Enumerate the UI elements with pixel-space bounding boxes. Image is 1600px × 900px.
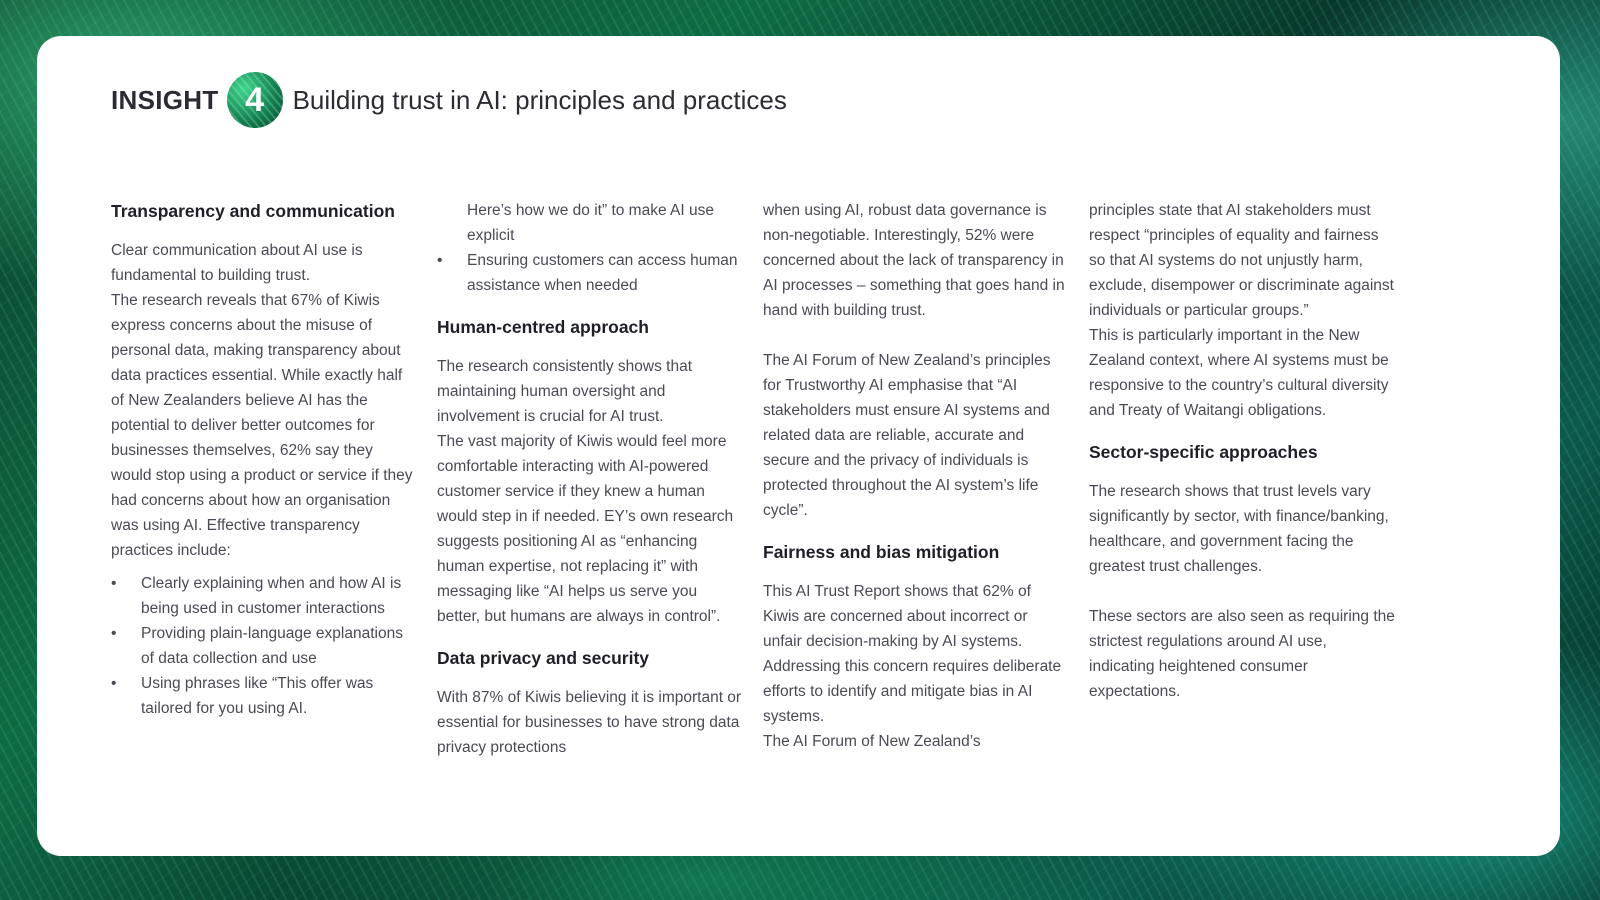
list-item-continued: Here’s how we do it” to make AI use explicit [467,202,714,244]
bullet-list [111,571,417,721]
bullet-list [437,248,743,298]
paragraph: This AI Trust Report shows that 62% of Kiwis are concerned about incorrect or unfair decision-making by AI systems. Addressing this concern requires deliberate efforts to identify and mitigate bias in AI systems. [763,583,1062,725]
paragraph: The research consistently shows that maintaining human oversight and involvement is crucial for AI trust. [437,358,693,425]
column-2 [437,198,743,760]
paragraph: The research reveals that 67% of Kiwis express concerns about the misuse of personal data, making transparency about data practices essential. While exactly half of New Zealanders believe AI has the potential to deliver better outcomes for businesses themselves, 62% say they would stop using a product or service if they had concerns about how an organisation was using AI. Effective transparency practices include: [111,292,413,559]
column-1 [111,198,417,721]
page-title: Building trust in AI: principles and practices [292,84,787,115]
paragraph: The AI Forum of New Zealand’s [763,733,981,750]
paragraph: when using AI, robust data governance is non-negotiable. Interestingly, 52% were concerned about the lack of transparency in AI processes – something that goes hand in hand with building trust. [763,202,1065,319]
paragraph: The vast majority of Kiwis would feel more comfortable interacting with AI-powered customer service if they knew a human would step in if needed. EY’s own research suggests positioning AI as “enhancing human expertise, not replacing it” with messaging like “AI helps us serve you better, but humans are always in control”. [437,433,734,625]
insight-number-badge: 4 [227,72,283,128]
content-card [37,36,1560,856]
list-item: • Providing plain-language explanations of data collection and use [111,621,417,671]
insight-label: INSIGHT [111,84,219,115]
heading-sector-specific: Sector-specific approaches [1089,442,1318,462]
paragraph: Clear communication about AI use is fundamental to building trust. [111,242,363,284]
column-3 [763,198,1069,754]
list-item: • Ensuring customers can access human assistance when needed [437,248,743,298]
paragraph: This is particularly important in the New Zealand context, where AI systems must be responsive to the country’s cultural diversity and Treaty of Waitangi obligations. [1089,327,1389,419]
paragraph: With 87% of Kiwis believing it is important or essential for businesses to have strong data privacy protections [437,689,742,756]
heading-transparency: Transparency and communication [111,201,395,221]
heading-human-centred: Human-centred approach [437,317,649,337]
page-header [111,72,787,128]
list-item: • Clearly explaining when and how AI is being used in customer interactions [111,571,417,621]
paragraph: The AI Forum of New Zealand’s principles for Trustworthy AI emphasise that “AI stakeholders must ensure AI systems and related data are reliable, accurate and secure and the privacy of individuals is protected throughout the AI system’s life cycle”. [763,352,1051,519]
column-4 [1089,198,1395,704]
heading-fairness: Fairness and bias mitigation [763,542,1000,562]
list-item: • Using phrases like “This offer was tailored for you using AI. [111,671,417,721]
heading-data-privacy: Data privacy and security [437,648,650,668]
paragraph: These sectors are also seen as requiring the strictest regulations around AI use, indicating heightened consumer expectations. [1089,608,1395,700]
paragraph: principles state that AI stakeholders must respect “principles of equality and fairness so that AI systems do not unjustly harm, exclude, disempower or discriminate against individuals or particular groups.” [1089,202,1394,319]
paragraph: The research shows that trust levels vary significantly by sector, with finance/banking, healthcare, and government facing the greatest trust challenges. [1089,483,1389,575]
